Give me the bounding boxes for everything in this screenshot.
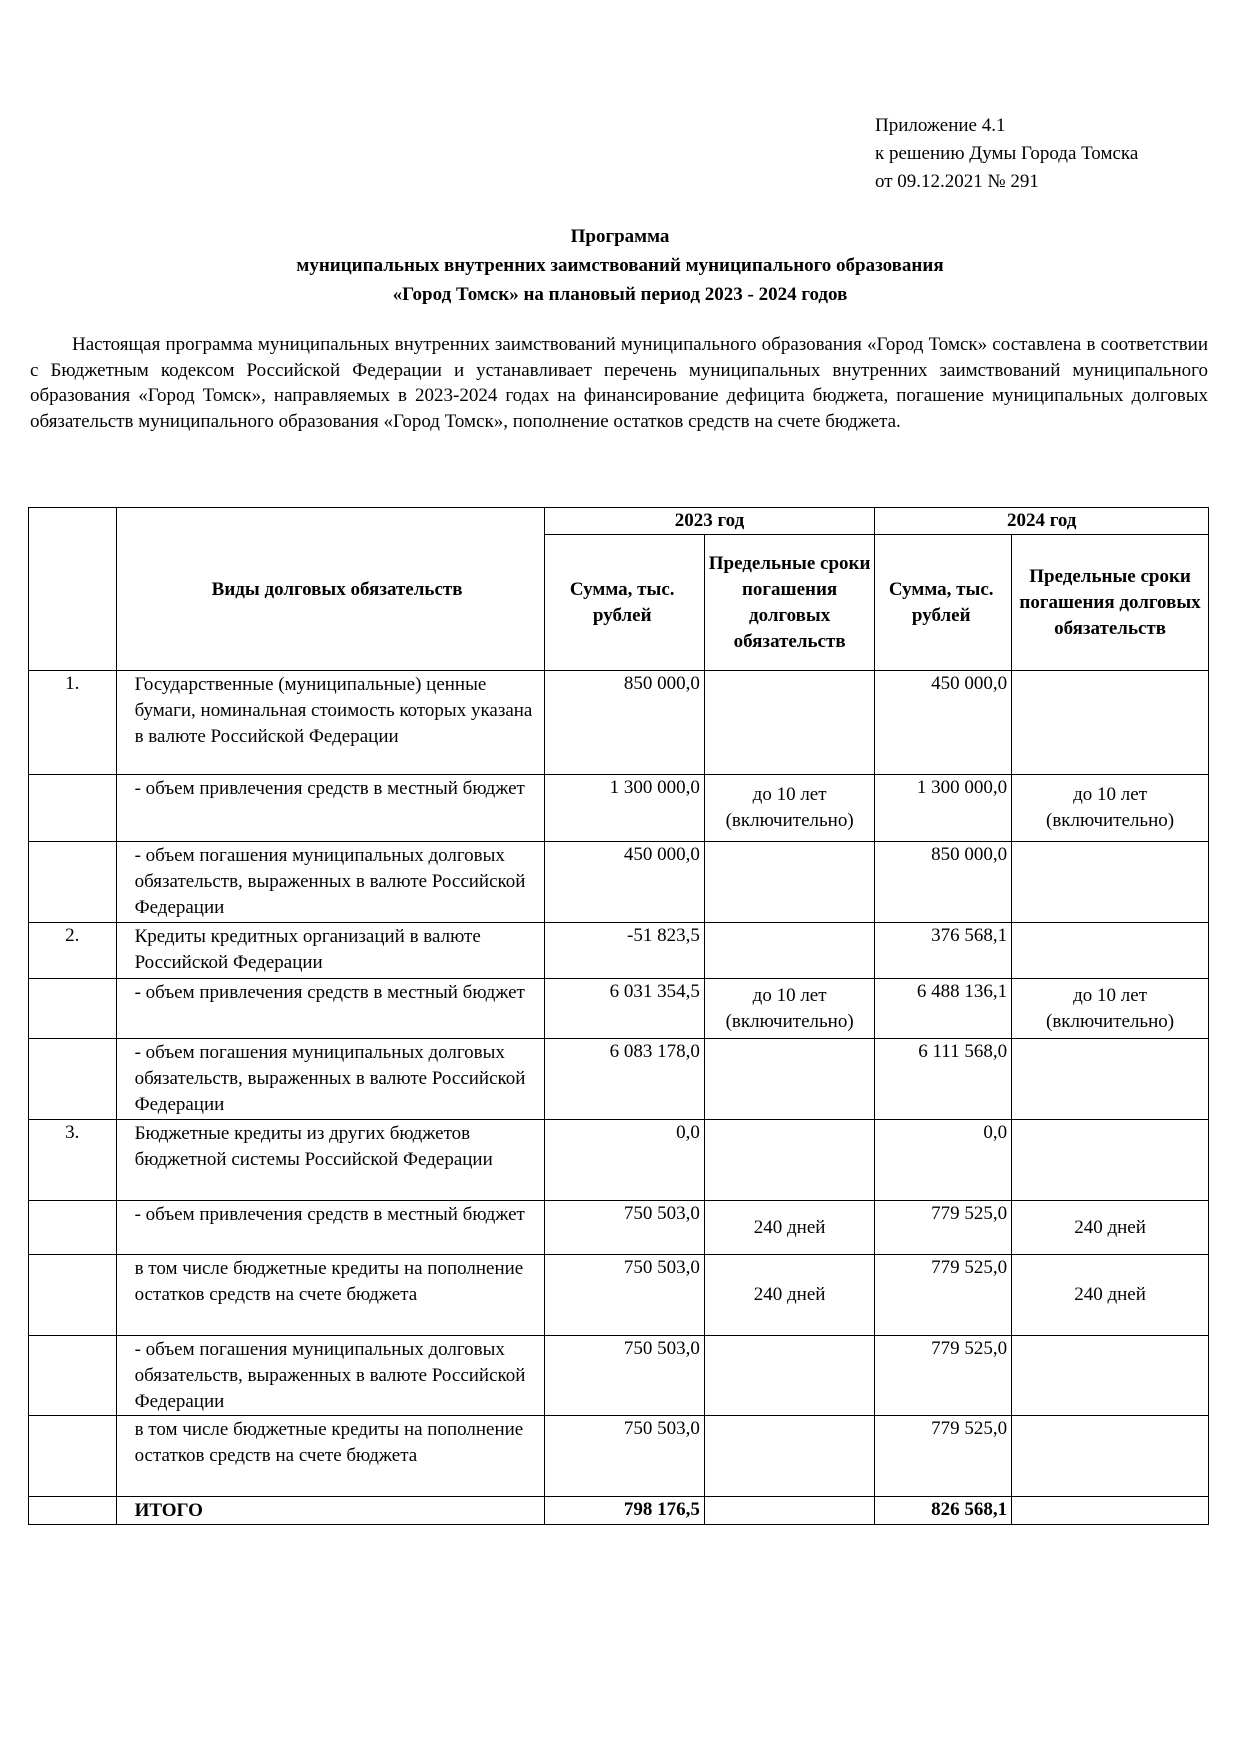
row-term-2023 [704,1416,874,1497]
table-row [29,775,1209,842]
row-number [29,1255,117,1336]
header-year-2024: 2024 год [875,508,1209,535]
header-term-2024: Предельные сроки погашения долговых обязательств [1012,535,1209,671]
header-sum-2023: Сумма, тыс. рублей [544,535,704,671]
row-number [29,842,117,923]
row-term-2024 [1012,1039,1209,1120]
row-sum-2023: 850 000,0 [544,671,704,775]
table-row [29,1416,1209,1497]
appendix-line-1: Приложение 4.1 [875,115,1006,136]
row-term-2023: до 10 лет (включительно) [704,775,874,842]
row-name: - объем привлечения средств в местный бюджет [116,775,544,842]
borrowing-table [28,507,1209,1525]
row-sum-2023: -51 823,5 [544,923,704,979]
table-row [29,671,1209,775]
row-sum-2023: 750 503,0 [544,1416,704,1497]
intro-paragraph: Настоящая программа муниципальных внутренних заимствований муниципального образования «Город Томск» составлена в соответствии с Бюджетным кодексом Российской Федерации и устанавливает перечень муниципальных внутренних заимствований муниципального образования «Город Томск», направляемых в 2023-2024 годах на финансирование дефицита бюджета, погашение муниципальных долговых обязательств муниципального образования «Город Томск», пополнение остатков средств на счете бюджета. [30,334,1208,432]
row-name: Государственные (муниципальные) ценные бумаги, номинальная стоимость которых указана в валюте Российской Федерации [116,671,544,775]
title-line-3: «Город Томск» на плановый период 2023 - 2024 годов [392,284,848,305]
header-row-years [29,508,1209,535]
appendix-line-2: к решению Думы Города Томска [875,143,1139,164]
total-number [29,1497,117,1525]
header-year-2023: 2023 год [544,508,875,535]
row-term-2024: 240 дней [1012,1201,1209,1255]
row-name: Бюджетные кредиты из других бюджетов бюджетной системы Российской Федерации [116,1120,544,1201]
table-row [29,842,1209,923]
row-term-2023 [704,1120,874,1201]
row-name: - объем погашения муниципальных долговых обязательств, выраженных в валюте Российской Федерации [116,842,544,923]
row-term-2024 [1012,671,1209,775]
row-sum-2024: 0,0 [875,1120,1012,1201]
total-row [29,1497,1209,1525]
total-label: ИТОГО [116,1497,544,1525]
row-name: - объем привлечения средств в местный бюджет [116,979,544,1039]
table-row [29,1039,1209,1120]
row-term-2023 [704,923,874,979]
row-term-2024 [1012,1120,1209,1201]
table-row [29,979,1209,1039]
row-sum-2024: 376 568,1 [875,923,1012,979]
row-term-2024: до 10 лет (включительно) [1012,775,1209,842]
row-term-2023 [704,1039,874,1120]
row-sum-2023: 450 000,0 [544,842,704,923]
table-row [29,1336,1209,1416]
row-number [29,979,117,1039]
row-term-2023: до 10 лет (включительно) [704,979,874,1039]
row-term-2024 [1012,923,1209,979]
row-sum-2024: 450 000,0 [875,671,1012,775]
row-name: в том числе бюджетные кредиты на пополнение остатков средств на счете бюджета [116,1255,544,1336]
row-term-2023 [704,1336,874,1416]
row-sum-2023: 6 031 354,5 [544,979,704,1039]
table-row [29,1255,1209,1336]
row-sum-2024: 779 525,0 [875,1336,1012,1416]
row-number [29,1039,117,1120]
row-number: 3. [29,1120,117,1201]
appendix-line-3: от 09.12.2021 № 291 [875,171,1039,192]
row-number [29,1416,117,1497]
row-term-2024: 240 дней [1012,1255,1209,1336]
title-line-1: Программа [570,226,670,247]
row-sum-2023: 750 503,0 [544,1201,704,1255]
row-term-2024 [1012,1416,1209,1497]
row-sum-2024: 779 525,0 [875,1255,1012,1336]
row-term-2024 [1012,1336,1209,1416]
row-term-2023: 240 дней [704,1201,874,1255]
row-sum-2023: 6 083 178,0 [544,1039,704,1120]
row-name: в том числе бюджетные кредиты на пополнение остатков средств на счете бюджета [116,1416,544,1497]
header-num [29,508,117,671]
header-term-2023: Предельные сроки погашения долговых обязательств [704,535,874,671]
title-line-2: муниципальных внутренних заимствований муниципального образования [296,255,944,276]
row-sum-2024: 1 300 000,0 [875,775,1012,842]
row-term-2024 [1012,842,1209,923]
row-number: 2. [29,923,117,979]
row-sum-2024: 779 525,0 [875,1416,1012,1497]
row-sum-2023: 750 503,0 [544,1255,704,1336]
row-number: 1. [29,671,117,775]
row-sum-2024: 850 000,0 [875,842,1012,923]
row-name: Кредиты кредитных организаций в валюте Российской Федерации [116,923,544,979]
row-name: - объем привлечения средств в местный бюджет [116,1201,544,1255]
table-row [29,1120,1209,1201]
row-sum-2023: 0,0 [544,1120,704,1201]
row-number [29,1336,117,1416]
total-sum-2023: 798 176,5 [544,1497,704,1525]
row-sum-2023: 750 503,0 [544,1336,704,1416]
row-name: - объем погашения муниципальных долговых обязательств, выраженных в валюте Российской Федерации [116,1039,544,1120]
row-sum-2024: 6 111 568,0 [875,1039,1012,1120]
row-term-2023: 240 дней [704,1255,874,1336]
row-sum-2023: 1 300 000,0 [544,775,704,842]
row-number [29,1201,117,1255]
row-number [29,775,117,842]
total-term-2024 [1012,1497,1209,1525]
total-sum-2024: 826 568,1 [875,1497,1012,1525]
header-sum-2024: Сумма, тыс. рублей [875,535,1012,671]
row-sum-2024: 779 525,0 [875,1201,1012,1255]
row-term-2023 [704,671,874,775]
table-row [29,923,1209,979]
row-name: - объем погашения муниципальных долговых обязательств, выраженных в валюте Российской Федерации [116,1336,544,1416]
document-title [0,222,1240,309]
row-sum-2024: 6 488 136,1 [875,979,1012,1039]
appendix-reference [875,112,1138,196]
row-term-2024: до 10 лет (включительно) [1012,979,1209,1039]
table-row [29,1201,1209,1255]
row-term-2023 [704,842,874,923]
header-debt-type: Виды долговых обязательств [116,508,544,671]
total-term-2023 [704,1497,874,1525]
